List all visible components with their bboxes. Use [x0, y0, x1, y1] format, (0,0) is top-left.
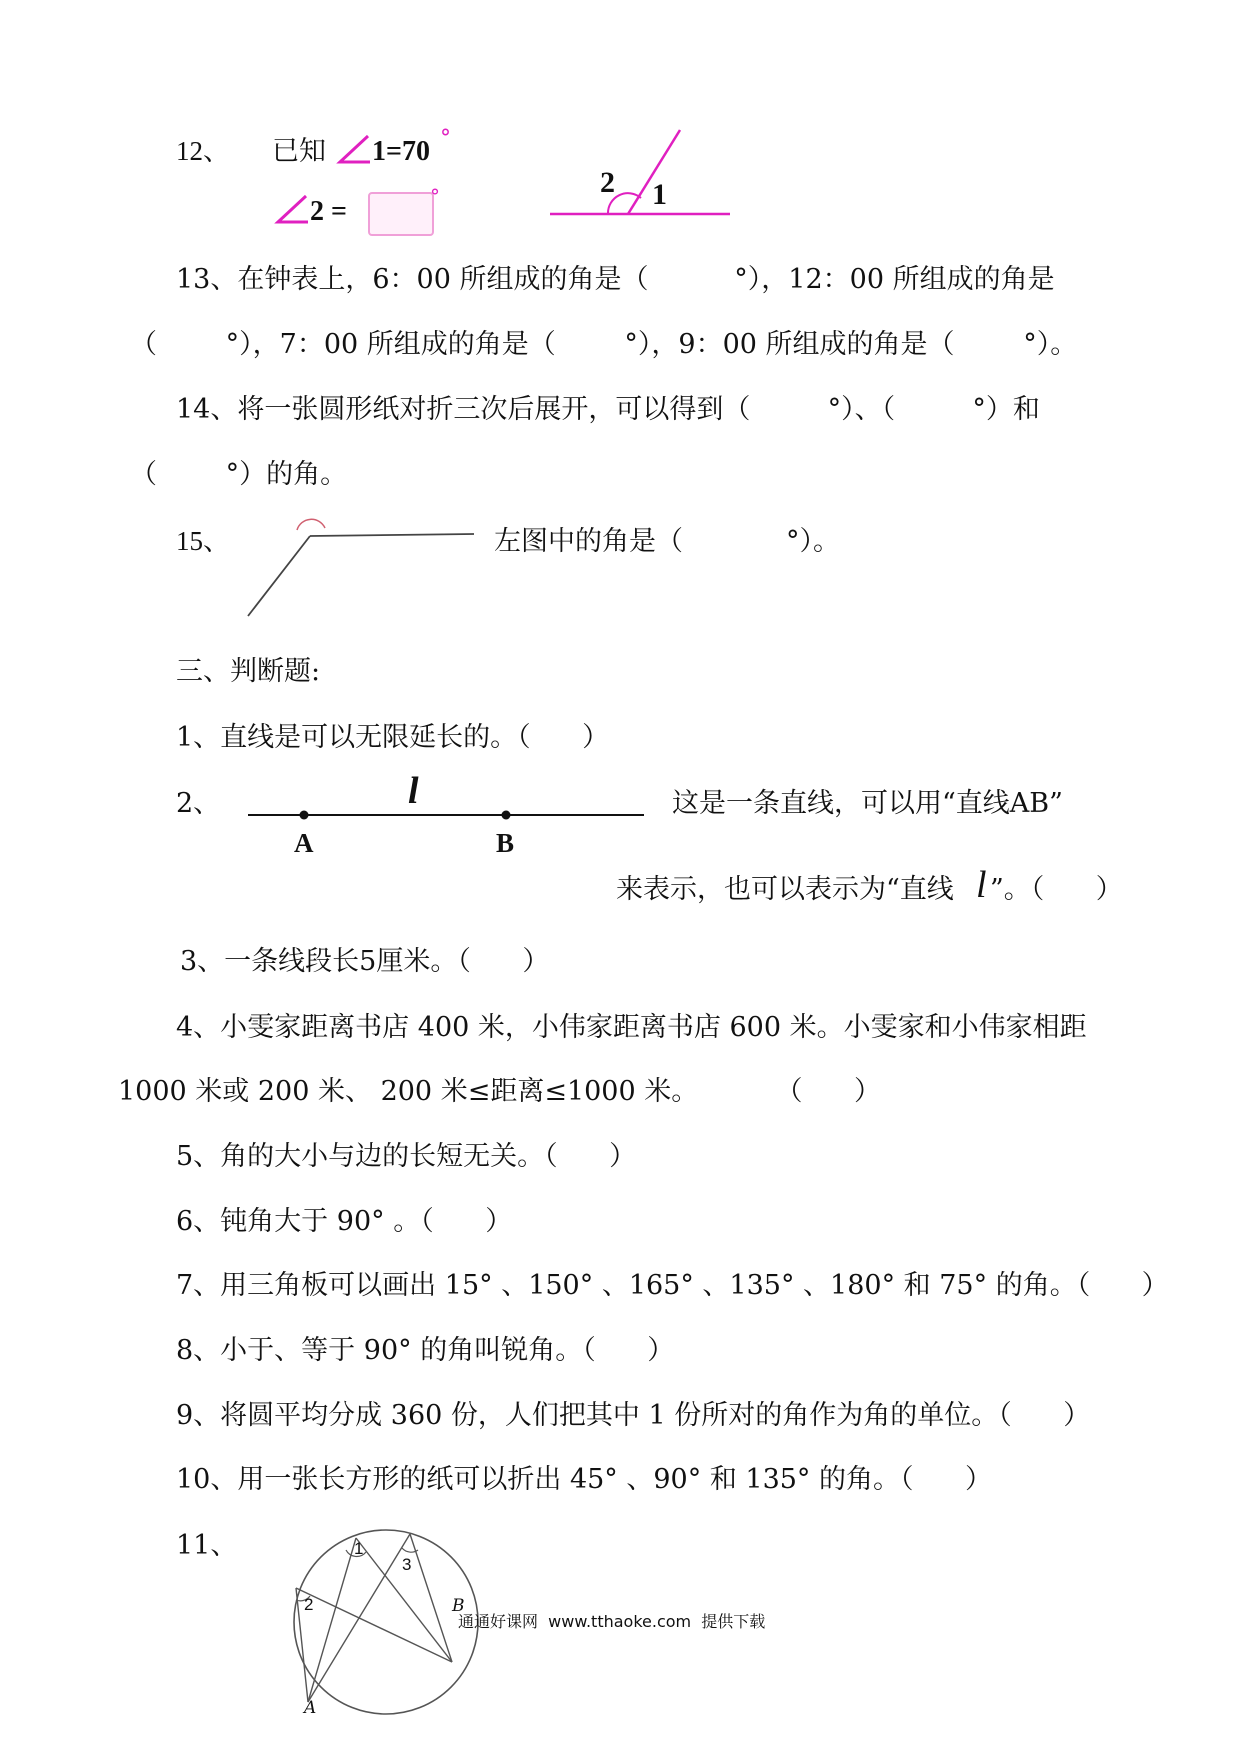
angle-symbol-icon: [336, 132, 372, 166]
point-a-label: A: [294, 828, 314, 858]
judge-item-4-line-2: 1000 米或 200 米、 200 米≤距离≤1000 米。 （ ）: [118, 1076, 881, 1107]
circle-label-1: 1: [354, 1539, 364, 1558]
q15-text: 左图中的角是（ °）。: [494, 526, 840, 557]
circle-label-3: 3: [402, 1555, 412, 1574]
point-b-label: B: [496, 828, 515, 858]
judge-item-10: 10、用一张长方形的纸可以折出 45° 、90° 和 135° 的角。（ ）: [176, 1464, 993, 1495]
judge-item-7: 7、用三角板可以画出 15° 、150° 、165° 、135° 、180° 和 75° 的角。（ ）: [176, 1270, 1169, 1301]
q12-given-expr: 1=70: [372, 136, 430, 167]
q15-angle-figure: [240, 512, 480, 622]
q12-degree-mark: °: [440, 126, 451, 151]
line-ab-figure: [248, 800, 648, 830]
q12-number: 12、: [176, 136, 230, 166]
q12-given-prefix: 已知: [272, 136, 326, 167]
q13-line-2: （ °），7：00 所组成的角是（ °），9：00 所组成的角是（ °）。: [130, 329, 1078, 360]
q13-line-1: 13、在钟表上，6：00 所组成的角是（ °），12：00 所组成的角是: [176, 264, 1055, 295]
q14-line-2: （ °）的角。: [130, 459, 348, 490]
q15-number: 15、: [176, 526, 230, 556]
q14-line-1: 14、将一张圆形纸对折三次后展开，可以得到（ °）、（ °）和: [176, 394, 1040, 425]
judge-item-2-text-b: 来表示，也可以表示为“直线: [616, 874, 954, 905]
q12-figure-label-1: 1: [652, 178, 667, 211]
line-l-label: l: [408, 770, 419, 812]
judge-item-2-text-c: ”。（ ）: [990, 874, 1123, 905]
q12-answer-box[interactable]: [368, 192, 434, 236]
judge-item-6: 6、钝角大于 90° 。（ ）: [176, 1206, 513, 1237]
circle-label-a: A: [304, 1698, 317, 1718]
q12-ask-expr: 2 =: [310, 196, 347, 227]
judge-item-1: 1、直线是可以无限延长的。（ ）: [176, 722, 610, 753]
q12-figure-label-2: 2: [600, 166, 615, 199]
section-heading: 三、判断题:: [176, 656, 321, 687]
judge-item-8: 8、小于、等于 90° 的角叫锐角。（ ）: [176, 1335, 675, 1366]
judge-item-5: 5、角的大小与边的长短无关。（ ）: [176, 1141, 637, 1172]
judge-item-2-number: 2、: [176, 788, 221, 819]
judge-item-9: 9、将圆平均分成 360 份，人们把其中 1 份所对的角作为角的单位。（ ）: [176, 1400, 1091, 1431]
judge-item-4-line-1: 4、小雯家距离书店 400 米，小伟家距离书店 600 米。小雯家和小伟家相距: [176, 1012, 1087, 1043]
circle-label-b: B: [452, 1596, 465, 1616]
inscribed-angles-circle-figure: [286, 1528, 486, 1718]
judge-item-3: 3、一条线段长5厘米。（ ）: [180, 946, 550, 977]
judge-item-11-number: 11、: [176, 1530, 238, 1561]
watermark: 通通好课网 www.tthaoke.com 提供下载: [458, 1612, 766, 1631]
q12-degree-mark-2: °: [430, 184, 440, 208]
angle-symbol-icon-2: [274, 192, 310, 226]
circle-label-2: 2: [304, 1595, 314, 1614]
q12-angle-figure: [548, 126, 734, 222]
inline-l-label: l: [976, 864, 987, 906]
judge-item-2-text-a: 这是一条直线，可以用“直线AB”: [672, 788, 1063, 819]
